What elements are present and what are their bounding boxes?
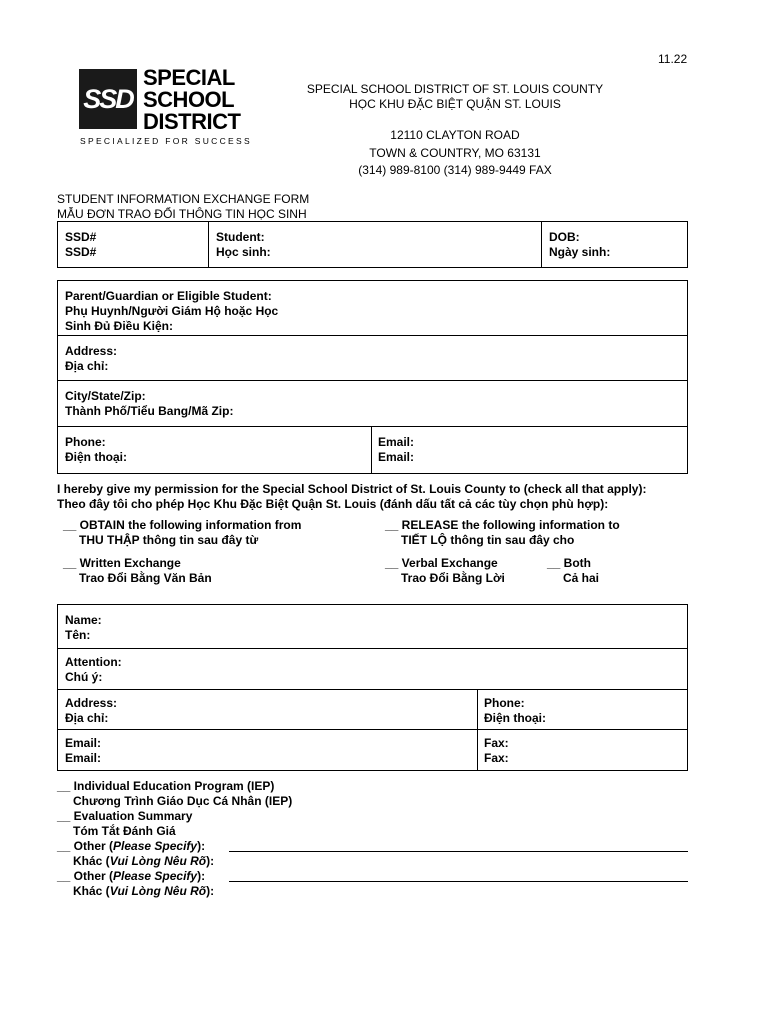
recipient-info-box [57,604,688,771]
evaluation-label-en: __ Evaluation Summary [57,809,193,823]
written-exchange-checkbox[interactable] [63,556,212,586]
org-name-en: SPECIAL SCHOOL DISTRICT OF ST. LOUIS COUNTY [306,82,604,96]
divider [57,426,688,427]
phone-label-en: Phone: [65,435,106,449]
ssd-label-vi: SSD# [65,245,97,259]
release-checkbox[interactable] [385,518,620,548]
verbal-exchange-checkbox[interactable] [385,556,505,586]
evaluation-label-vi: Tóm Tắt Đánh Giá [73,824,176,838]
permission-statement-en: I hereby give my permission for the Special School District of St. Louis County to (check all that apply): [57,482,647,496]
obtain-label-vi: THU THẬP thông tin sau đây từ [79,533,259,547]
form-title-en: STUDENT INFORMATION EXCHANGE FORM [57,192,310,206]
form-version: 11.22 [658,52,688,66]
recipient-phone-field[interactable] [484,696,546,726]
fax-label-vi: Fax: [484,751,509,765]
khac-specify: Vui Lòng Nêu Rõ [109,884,207,898]
other-1-vi-label [73,854,214,869]
other-prefix: __ Other ( [57,839,114,853]
parent-address-field[interactable] [65,344,117,374]
dob-label-vi: Ngày sinh: [549,245,611,259]
both-label-vi: Cả hai [563,571,600,585]
evaluation-summary-checkbox[interactable] [57,809,192,839]
both-label-en: __ Both [547,556,592,570]
dob-field[interactable] [549,230,610,260]
divider [57,729,688,730]
attention-label-en: Attention: [65,655,122,669]
khac-suffix: ): [206,884,215,898]
phone-label-en: Phone: [484,696,525,710]
phone-label-vi: Điện thoại: [484,711,546,725]
parent-guardian-field[interactable] [65,289,278,334]
obtain-label-en: __ OBTAIN the following information from [63,518,302,532]
recipient-email-field[interactable] [65,736,101,766]
release-label-en: __ RELEASE the following information to [385,518,620,532]
divider [477,689,478,771]
address-label-en: Address: [65,344,118,358]
parent-label-line-2: Phụ Huynh/Người Giám Hộ hoặc Học [65,304,279,318]
other-checkbox-2[interactable] [57,869,205,884]
recipient-name-field[interactable] [65,613,102,643]
logo-mark: SSD [83,84,133,114]
parent-label-line-3: Sinh Đủ Điều Kiện: [65,319,173,333]
logo-tagline: SPECIALIZED FOR SUCCESS [80,136,252,146]
recipient-attention-field[interactable] [65,655,122,685]
other-2-vi-label [73,884,214,899]
other-prefix: __ Other ( [57,869,114,883]
name-label-en: Name: [65,613,102,627]
name-label-vi: Tên: [65,628,91,642]
divider [57,689,688,690]
city-label-vi: Thành Phố/Tiểu Bang/Mã Zip: [65,404,234,418]
khac-suffix: ): [206,854,215,868]
email-label-en: Email: [65,736,102,750]
khac-specify: Vui Lòng Nêu Rõ [109,854,207,868]
email-label-vi: Email: [378,450,415,464]
iep-checkbox[interactable] [57,779,292,809]
city-label-en: City/State/Zip: [65,389,146,403]
parent-label-line-1: Parent/Guardian or Eligible Student: [65,289,272,303]
obtain-checkbox[interactable] [63,518,301,548]
address-line-2: TOWN & COUNTRY, MO 63131 [369,146,541,160]
org-name-vi: HỌC KHU ĐẶC BIỆT QUẬN ST. LOUIS [349,97,561,111]
written-label-vi: Trao Đổi Bằng Văn Bản [79,571,212,585]
iep-label-en: __ Individual Education Program (IEP) [57,779,275,793]
email-label-en: Email: [378,435,415,449]
other-suffix: ): [197,839,206,853]
other-specify: Please Specify [113,869,198,883]
other-2-en-line[interactable] [229,881,688,882]
written-label-en: __ Written Exchange [63,556,181,570]
email-label-vi: Email: [65,751,102,765]
student-label-vi: Học sinh: [216,245,271,259]
address-line-1: 12110 CLAYTON ROAD [390,128,520,142]
divider [57,648,688,649]
both-checkbox[interactable] [547,556,599,586]
ssd-logo [79,67,259,151]
recipient-fax-field[interactable] [484,736,509,766]
form-title-vi: MẪU ĐƠN TRAO ĐỔI THÔNG TIN HỌC SINH [57,207,307,221]
phone-label-vi: Điện thoại: [65,450,127,464]
ssd-number-field[interactable] [65,230,96,260]
divider [57,335,688,336]
permission-statement-vi: Theo đây tôi cho phép Học Khu Đặc Biệt Quận St. Louis (đánh dấu tất cả các tùy chọn phù hợp): [57,497,609,511]
fax-label-en: Fax: [484,736,509,750]
logo-line-district: DISTRICT [143,109,241,134]
other-suffix: ): [197,869,206,883]
iep-label-vi: Chương Trình Giáo Dục Cá Nhân (IEP) [73,794,293,808]
logo-line-special: SPECIAL [143,65,235,90]
verbal-label-vi: Trao Đổi Bằng Lời [401,571,505,585]
dob-label-en: DOB: [549,230,580,244]
other-checkbox-1[interactable] [57,839,205,854]
logo-line-school: SCHOOL [143,87,235,112]
attention-label-vi: Chú ý: [65,670,103,684]
other-1-en-line[interactable] [229,851,688,852]
parent-phone-field[interactable] [65,435,127,465]
khac-prefix: Khác ( [73,884,110,898]
release-label-vi: TIẾT LỘ thông tin sau đây cho [401,533,575,547]
phone-fax-line: (314) 989-8100 (314) 989-9449 FAX [358,163,552,177]
address-label-en: Address: [65,696,118,710]
parent-city-state-zip-field[interactable] [65,389,233,419]
student-label-en: Student: [216,230,265,244]
divider [57,380,688,381]
divider [541,221,542,268]
student-name-field[interactable] [216,230,271,260]
address-label-vi: Địa chỉ: [65,711,109,725]
other-specify: Please Specify [113,839,198,853]
divider [371,426,372,474]
verbal-label-en: __ Verbal Exchange [385,556,498,570]
parent-email-field[interactable] [378,435,414,465]
divider [208,221,209,268]
address-label-vi: Địa chỉ: [65,359,109,373]
recipient-address-field[interactable] [65,696,117,726]
ssd-label-en: SSD# [65,230,97,244]
khac-prefix: Khác ( [73,854,110,868]
